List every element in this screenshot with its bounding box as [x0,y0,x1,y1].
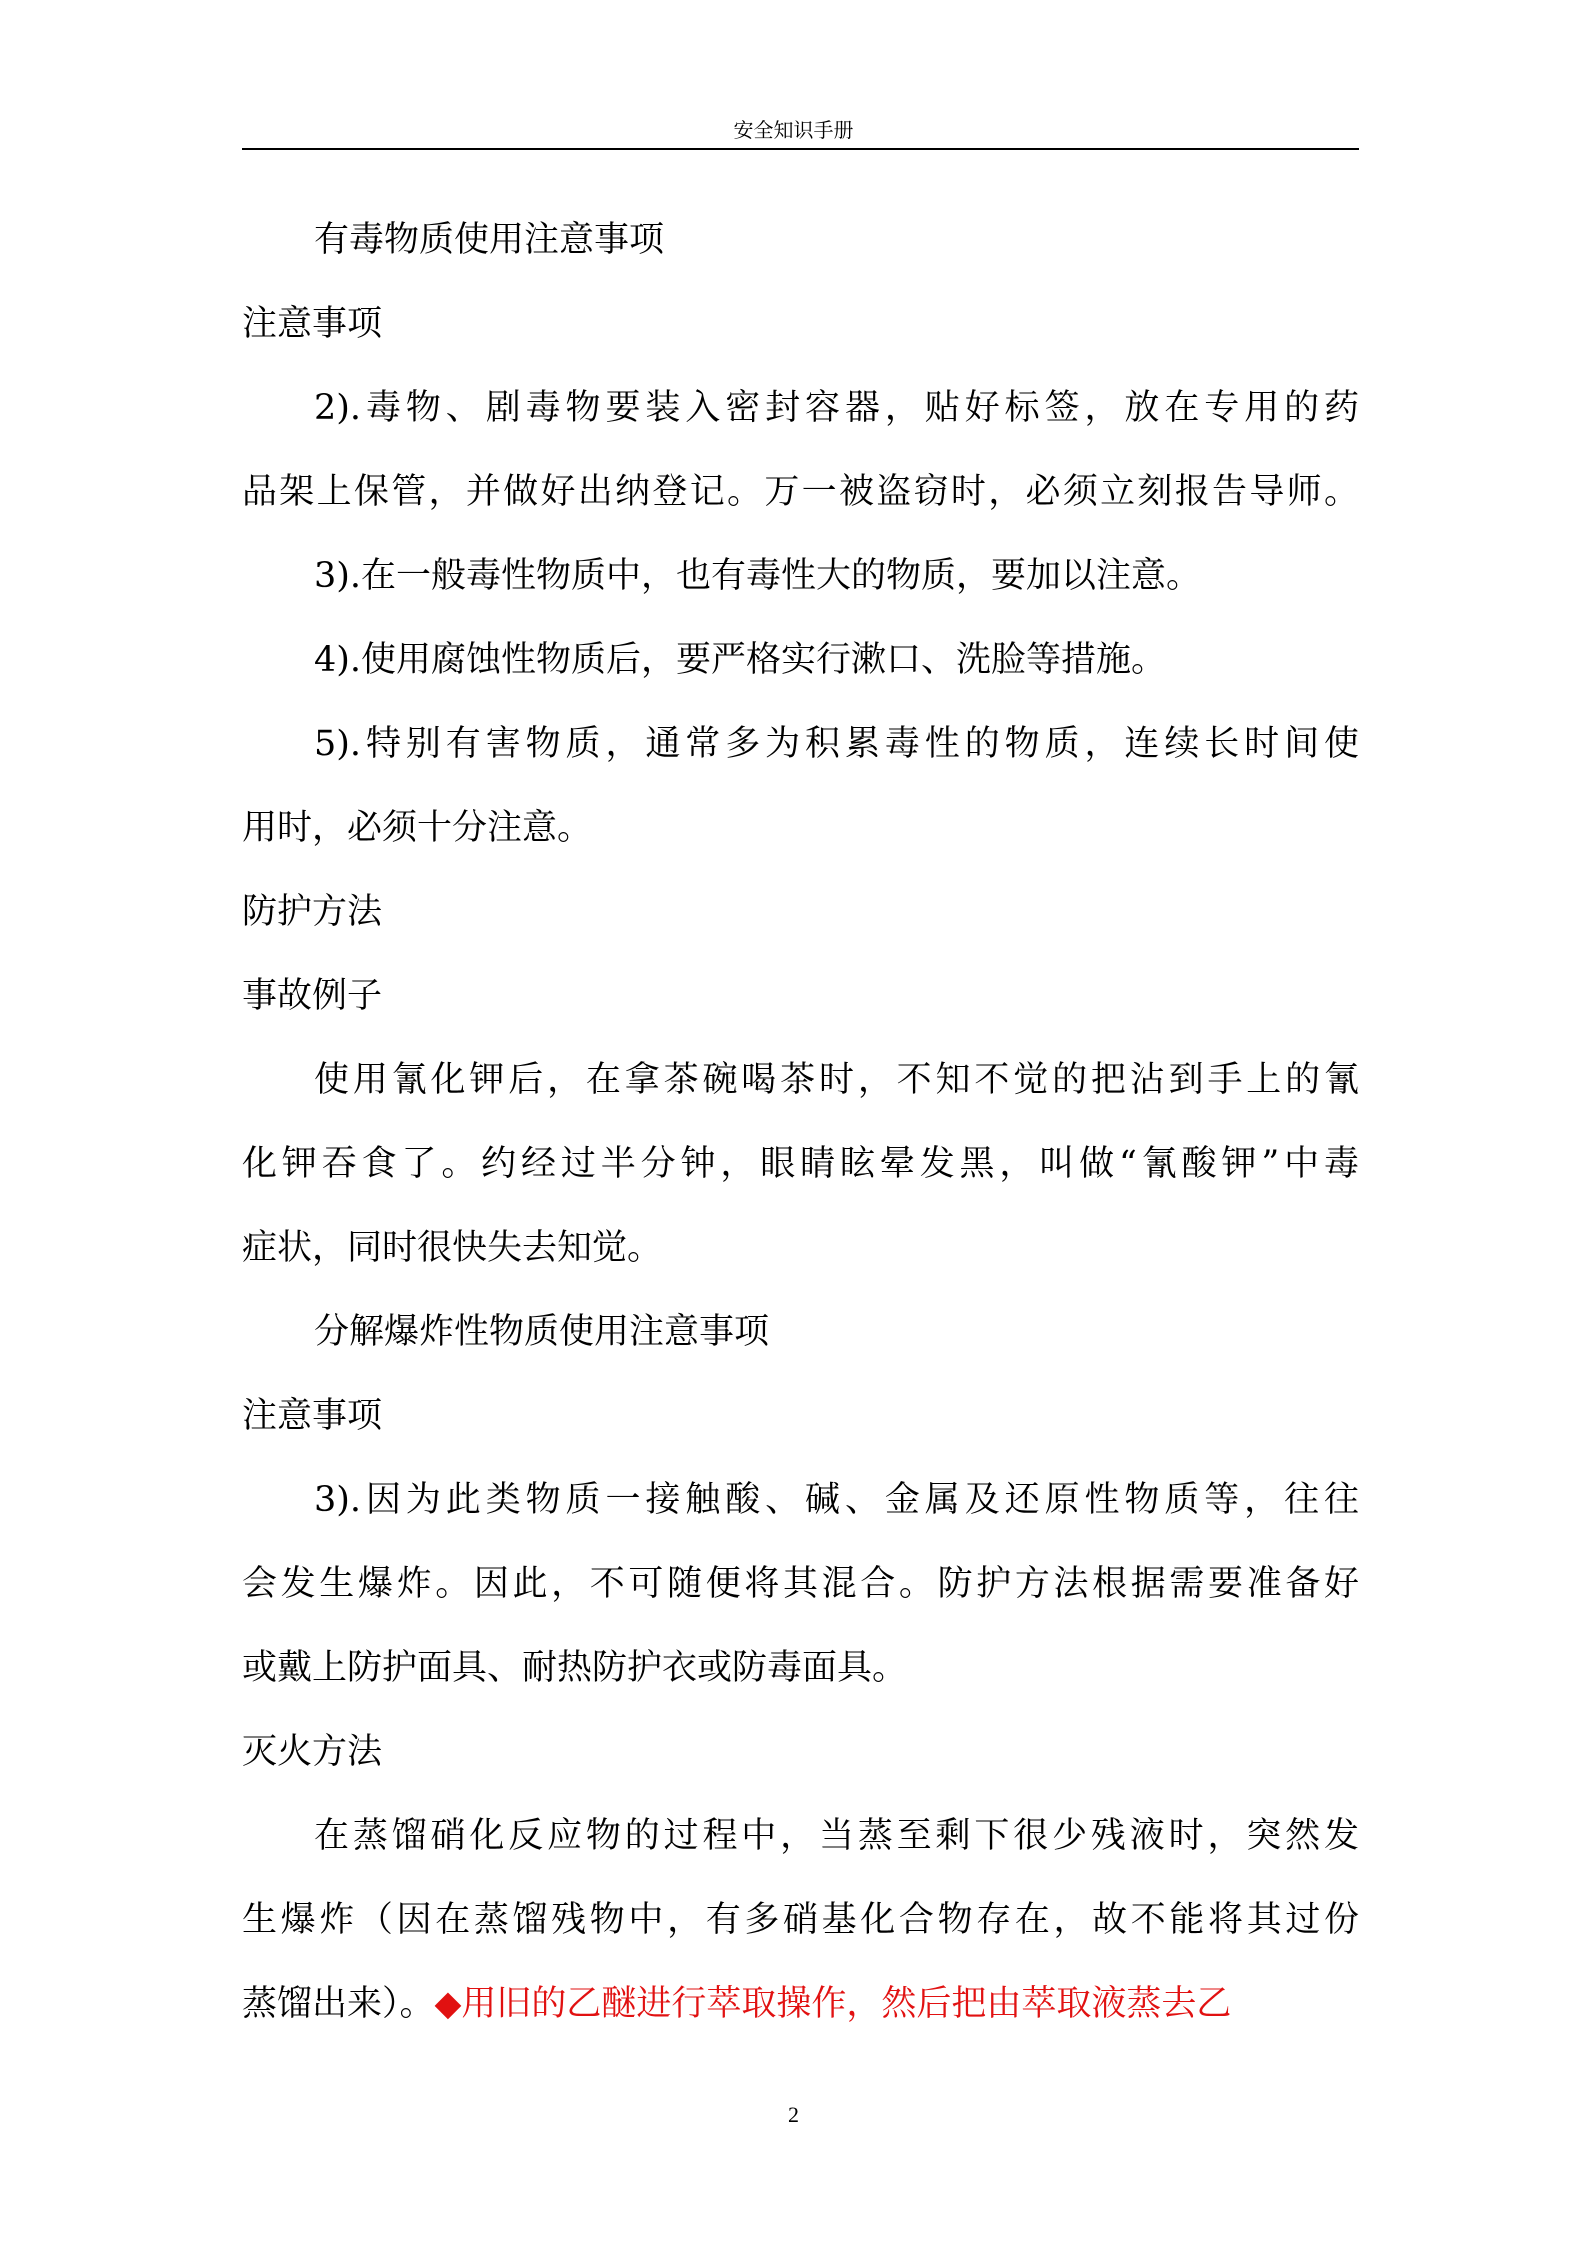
paragraph-line: 在蒸馏硝化反应物的过程中，当蒸至剩下很少残液时，突然发 [314,1816,1359,1856]
paragraph-line: 用时，必须十分注意。 [242,808,593,848]
section-title-explosive: 分解爆炸性物质使用注意事项 [314,1312,770,1352]
paragraph-text: 蒸馏出来）。 [242,1984,435,2024]
section-title-toxic: 有毒物质使用注意事项 [314,220,665,260]
paragraph-line: 4).使用腐蚀性物质后，要严格实行漱口、洗脸等措施。 [314,640,1167,680]
paragraph-line: 会发生爆炸。因此，不可随便将其混合。防护方法根据需要准备好 [242,1564,1359,1604]
page-number: 2 [788,2102,799,2127]
highlighted-text: ◆用旧的乙醚进行萃取操作，然后把由萃取液蒸去乙 [434,1984,1232,2024]
paragraph-line: 3).因为此类物质一接触酸、碱、金属及还原性物质等，往往 [314,1480,1359,1520]
paragraph-line: 品架上保管，并做好出纳登记。万一被盗窃时，必须立刻报告导师。 [242,472,1359,512]
paragraph-line: 化钾吞食了。约经过半分钟，眼睛眩晕发黑，叫做“氰酸钾”中毒 [242,1144,1359,1184]
subheading-precautions: 注意事项 [242,304,383,344]
header-title: 安全知识手册 [733,118,854,142]
paragraph-line-mixed [242,1974,1359,2034]
paragraph-line: 2).毒物、剧毒物要装入密封容器，贴好标签，放在专用的药 [314,388,1359,428]
subheading-precautions: 注意事项 [242,1396,383,1436]
paragraph-line: 5).特别有害物质，通常多为积累毒性的物质，连续长时间使 [314,724,1359,764]
paragraph-line: 生爆炸（因在蒸馏残物中，有多硝基化合物存在，故不能将其过份 [242,1900,1359,1940]
subheading-accident-example: 事故例子 [242,976,383,1016]
subheading-protection: 防护方法 [242,892,383,932]
paragraph-line: 使用氰化钾后，在拿茶碗喝茶时，不知不觉的把沾到手上的氰 [314,1060,1359,1100]
header-divider [242,148,1359,150]
paragraph-line: 3).在一般毒性物质中，也有毒性大的物质，要加以注意。 [314,556,1202,596]
subheading-fire-extinguishing: 灭火方法 [242,1732,383,1772]
paragraph-line: 症状，同时很快失去知觉。 [242,1228,663,1268]
paragraph-line: 或戴上防护面具、耐热防护衣或防毒面具。 [242,1648,908,1688]
